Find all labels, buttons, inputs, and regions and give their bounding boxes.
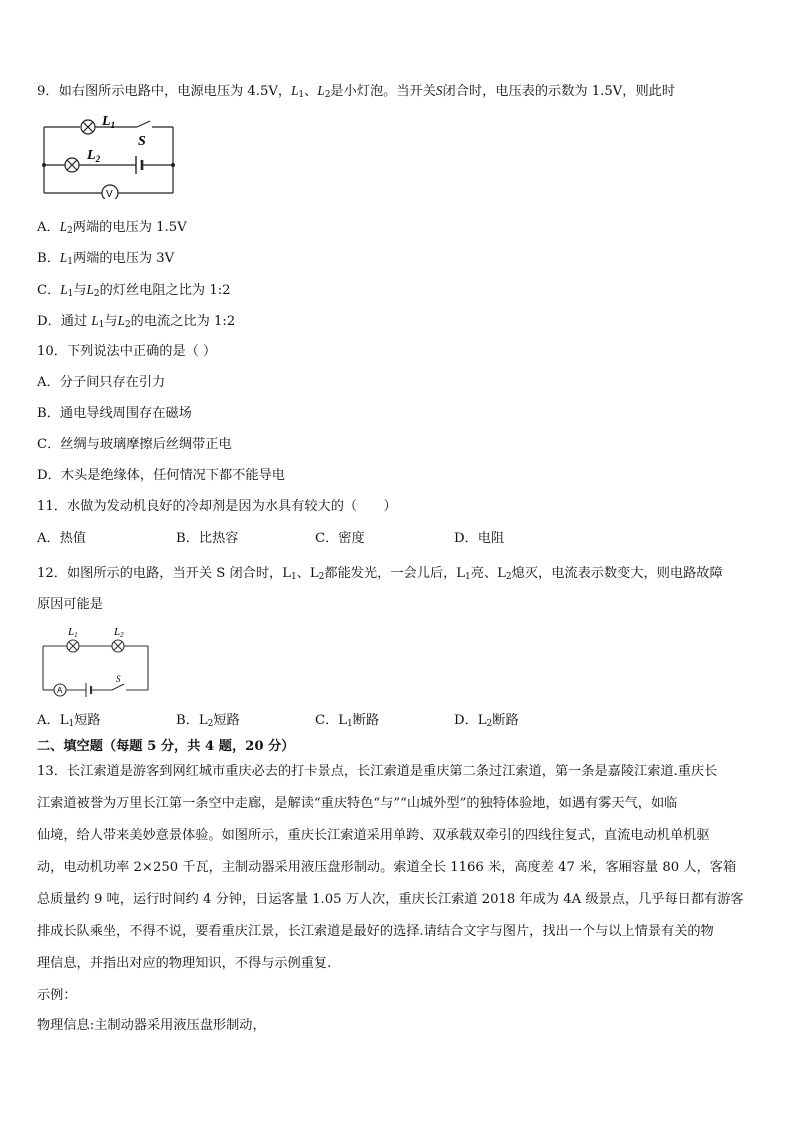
q9-fig-l1-label: $L_1$ <box>102 114 116 130</box>
q11-stem: 11．水做为发动机良好的冷却剂是因为水具有较大的（ ） <box>37 499 397 514</box>
q12-circuit-diagram <box>38 626 156 698</box>
q13-line-3: 仙境，给人带来美妙意景体验。如图所示，重庆长江索道采用单跨、双承载双牵引的四线往复式，直流电动机单机驱 <box>37 828 710 843</box>
q9-fig-voltmeter-label: V <box>106 189 113 199</box>
q10-stem: 10．下列说法中正确的是（ ） <box>37 344 217 359</box>
q13-line-2: 江索道被誉为万里长江第一条空中走廊，是解读“重庆特色“与”“山城外型”的独特体验地，如遇有雾天气，如临 <box>37 796 678 811</box>
q10-option-b[interactable]: B．通电导线周围存在磁场 <box>37 406 192 421</box>
q11-option-b[interactable]: B．比热容 <box>176 531 239 546</box>
q12-option-c[interactable]: C．$L_1$断路 <box>315 713 380 729</box>
q10-option-d[interactable]: D．木头是绝缘体，任何情况下都不能导电 <box>37 468 285 483</box>
q13-line-7: 理信息，并指出对应的物理知识，不得与示例重复. <box>37 956 332 971</box>
q11-option-d[interactable]: D．电阻 <box>454 531 505 546</box>
q9-circuit-diagram <box>40 113 180 199</box>
q13-line-1: 13．长江索道是游客到网红城市重庆必去的打卡景点，长江索道是重庆第二条过江索道，第一条是嘉陵江索道.重庆长 <box>37 764 718 779</box>
q13-line-5: 总质量约 9 吨，运行时间约 4 分钟，日运客量 1.05 万人次，重庆长江索道 2018 年成为 4A 级景点，几乎每日都有游客 <box>37 892 744 907</box>
q11-option-a[interactable]: A．热值 <box>37 531 87 546</box>
q9-option-b[interactable]: B．$L_1$两端的电压为 3V <box>37 250 175 267</box>
q13-line-6: 排成长队乘坐，不得不说，要看重庆江景，长江索道是最好的选择.请结合文字与图片，找出一个与以上情景有关的物 <box>37 924 714 939</box>
q9-option-d[interactable]: D．通过 $L_1$与$L_2$的电流之比为 1:2 <box>37 313 236 330</box>
q12-fig-l2-label: L2 <box>114 626 124 639</box>
q13-example-info: 物理信息:主制动器采用液压盘形制动， <box>37 1018 266 1033</box>
q12-fig-ammeter-label: A <box>57 686 63 695</box>
q12-stem: 12．如图所示的电路，当开关 S 闭合时，$L_1$、$L_2$都能发光，一会儿后，$L_1$亮、$L_2$熄灭，电流表示数变大，则电路故障 <box>37 566 723 582</box>
q10-option-c[interactable]: C．丝绸与玻璃摩擦后丝绸带正电 <box>37 437 232 452</box>
q12-fig-l1-label: L1 <box>68 626 78 639</box>
q9-option-a[interactable]: A．$L_2$两端的电压为 1.5V <box>37 219 187 236</box>
q9-option-c[interactable]: C．$L_1$与$L_2$的灯丝电阻之比为 1:2 <box>37 282 231 299</box>
q13-example-label: 示例： <box>37 988 77 1003</box>
q9-stem: 9．如右图所示电路中，电源电压为 4.5V，$L_1$、$L_2$是小灯泡。当开关S闭合时，电压表的示数为 1.5V，则此时 <box>37 83 676 100</box>
q12-stem-line2: 原因可能是 <box>37 597 103 612</box>
q11-option-c[interactable]: C．密度 <box>315 531 365 546</box>
q12-fig-s-label: S <box>116 674 121 684</box>
q12-option-b[interactable]: B．$L_2$短路 <box>176 713 240 729</box>
q12-option-d[interactable]: D．$L_2$断路 <box>454 713 519 729</box>
q9-fig-l2-label: $L_2$ <box>87 148 101 164</box>
q12-option-a[interactable]: A．$L_1$短路 <box>37 713 101 729</box>
q9-fig-s-label: S <box>138 134 146 149</box>
section-title-fill-blank: 二、填空题（每题 5 分，共 4 题，20 分） <box>37 739 295 754</box>
q10-option-a[interactable]: A．分子间只存在引力 <box>37 375 166 390</box>
q13-line-4: 动，电动机功率 2×250 千瓦，主制动器采用液压盘形制动。索道全长 1166 米，高度差 47 米，客厢容量 80 人，客箱 <box>37 860 737 875</box>
